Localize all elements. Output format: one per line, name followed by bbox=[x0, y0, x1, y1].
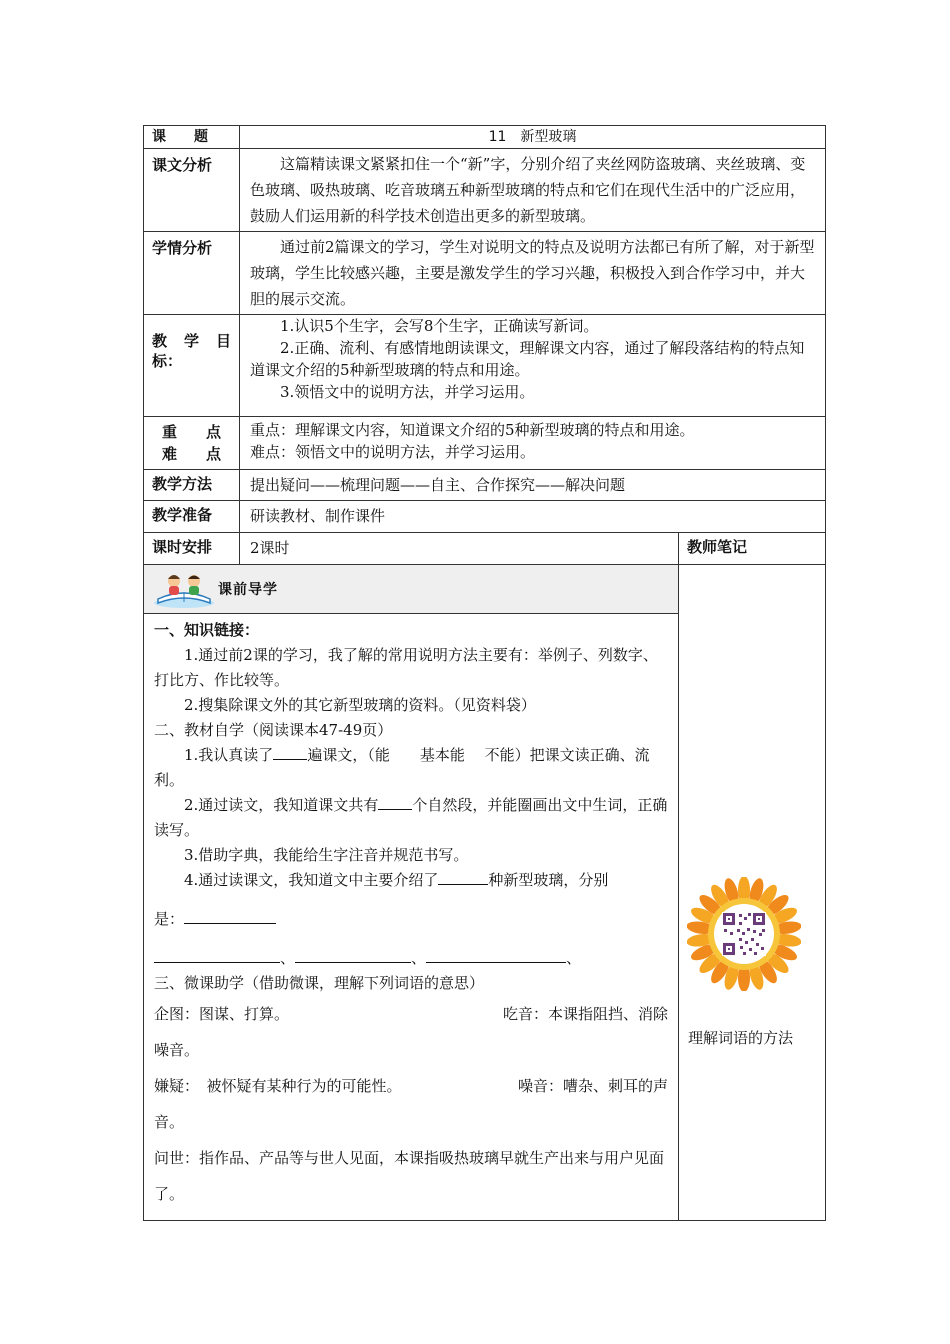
fill-blank-glass-type-4[interactable] bbox=[426, 946, 566, 963]
student-analysis-text: 通过前2篇课文的学习，学生对说明文的特点及说明方法都已有所了解，对于新型玻璃，学生比较感兴趣，主要是激发学生的学习兴趣，积极投入到合作学习中，并大胆的展示交流。 bbox=[250, 238, 815, 308]
fill-blank-glass-type-1[interactable] bbox=[184, 907, 276, 924]
goal-item-3: 3.领悟文中的说明方法，并学习运用。 bbox=[280, 383, 535, 401]
goals-label: 教 学 目 标： bbox=[152, 332, 231, 370]
fill-blank-paragraph-count[interactable] bbox=[378, 793, 412, 810]
key-points-label-cell bbox=[144, 417, 240, 470]
goal-item-1: 1.认识5个生字，会写8个生字，正确读写新词。 bbox=[280, 317, 599, 335]
method-label: 教学方法 bbox=[152, 475, 213, 493]
schedule-label: 课时安排 bbox=[152, 538, 213, 556]
prep-label-cell bbox=[144, 501, 240, 533]
topic-value-cell bbox=[240, 126, 826, 149]
word-row-1-cont: 噪音。 bbox=[154, 1041, 200, 1059]
key-point-text: 重点：理解课文内容，知道课文介绍的5种新型玻璃的特点和用途。 bbox=[250, 421, 695, 439]
goal-item-2: 2.正确、流利、有感情地朗读课文，理解课文内容，通过了解段落结构的特点知道课文介绍的5种新型玻璃的特点和用途。 bbox=[250, 339, 805, 379]
section-2-item-4: 4.通过读课文，我知道文中主要介绍了 种新型玻璃，分别 bbox=[154, 868, 668, 893]
section-1-item-2: 2.搜集除课文外的其它新型玻璃的资料。（见资料袋） bbox=[184, 696, 536, 714]
prep-cell bbox=[240, 501, 826, 533]
notes-header-cell bbox=[679, 533, 826, 565]
section-1-item-1: 1.通过前2课的学习，我了解的常用说明方法主要有：举例子、列数字、打比方、作比较等。 bbox=[154, 646, 658, 689]
section-2-item-3: 3.借助字典，我能给生字注音并规范书写。 bbox=[184, 846, 469, 864]
topic-label-cell bbox=[144, 126, 240, 149]
fill-blank-glass-count[interactable] bbox=[438, 868, 488, 885]
section-2-item-4-cont: 是： bbox=[154, 907, 668, 932]
student-analysis-label: 学情分析 bbox=[152, 239, 213, 257]
section-3-title: 三、微课助学（借助微课，理解下列词语的意思） bbox=[154, 974, 485, 992]
text-analysis-cell bbox=[240, 149, 826, 232]
pre-class-banner bbox=[144, 565, 678, 614]
word-row-3: 问世：指作品、产品等与世人见面，本课指吸热玻璃早就生产出来与用户见面了。 bbox=[154, 1149, 665, 1203]
key-points-label: 重 点 难 点 bbox=[162, 423, 221, 463]
pre-class-guide-cell bbox=[144, 565, 679, 1221]
method-label-cell bbox=[144, 470, 240, 501]
method-text: 提出疑问——梳理问题——自主、合作探究——解决问题 bbox=[250, 476, 626, 494]
glass-type-blanks: 、 、 、 bbox=[154, 946, 668, 971]
word-row-2: 嫌疑： 被怀疑有某种行为的可能性。 噪音：嘈杂、刺耳的声 bbox=[154, 1077, 668, 1095]
key-points-cell bbox=[240, 417, 826, 470]
section-2-title: 二、教材自学（阅读课本47-49页） bbox=[154, 721, 393, 739]
fill-blank-glass-type-2[interactable] bbox=[154, 946, 280, 963]
word-row-1: 企图：图谋、打算。 吃音：本课指阻挡、消除 bbox=[154, 1005, 668, 1023]
lesson-plan bbox=[143, 125, 825, 1221]
reading-children-icon bbox=[152, 569, 216, 609]
difficult-point-text: 难点：领悟文中的说明方法，并学习运用。 bbox=[250, 443, 536, 461]
schedule-cell bbox=[240, 533, 679, 565]
lesson-title: 11 新型玻璃 bbox=[488, 129, 577, 145]
prep-label: 教学准备 bbox=[152, 506, 213, 524]
method-cell bbox=[240, 470, 826, 501]
fill-blank-glass-type-3[interactable] bbox=[295, 946, 411, 963]
prep-text: 研读教材、制作课件 bbox=[250, 507, 386, 525]
schedule-label-cell bbox=[144, 533, 240, 565]
fill-blank-read-count[interactable] bbox=[273, 743, 307, 760]
schedule-text: 2课时 bbox=[250, 539, 290, 557]
student-analysis-cell bbox=[240, 232, 826, 315]
guide-body bbox=[144, 614, 678, 1220]
goals-label-cell bbox=[144, 315, 240, 417]
section-1-title: 一、知识链接： bbox=[154, 621, 260, 639]
text-analysis-text: 这篇精读课文紧紧扣住一个“新”字，分别介绍了夹丝网防盗玻璃、夹丝玻璃、变色玻璃、吸热玻璃、吃音玻璃五种新型玻璃的特点和它们在现代生活中的广泛应用，鼓励人们运用新的科学技术创造出更多的新型玻璃。 bbox=[250, 155, 806, 225]
student-analysis-label-cell bbox=[144, 232, 240, 315]
word-row-2-cont: 音。 bbox=[154, 1113, 185, 1131]
section-2-item-2: 2.通过读文，我知道课文共有 个自然段，并能圈画出文中生词，正确读写。 bbox=[154, 793, 668, 843]
teacher-notes-header: 教师笔记 bbox=[687, 538, 748, 556]
qr-code-flower-icon bbox=[687, 877, 801, 991]
topic-label: 课 题 bbox=[152, 129, 208, 145]
lesson-plan-table bbox=[143, 125, 826, 1221]
notes-footer-text: 理解词语的方法 bbox=[688, 1029, 794, 1047]
goals-cell bbox=[240, 315, 826, 417]
pre-class-title: 课前导学 bbox=[218, 582, 278, 598]
text-analysis-label-cell bbox=[144, 149, 240, 232]
section-2-item-1: 1.我认真读了 遍课文，（能 基本能 不能）把课文读正确、流利。 bbox=[154, 743, 668, 793]
text-analysis-label: 课文分析 bbox=[152, 156, 213, 174]
